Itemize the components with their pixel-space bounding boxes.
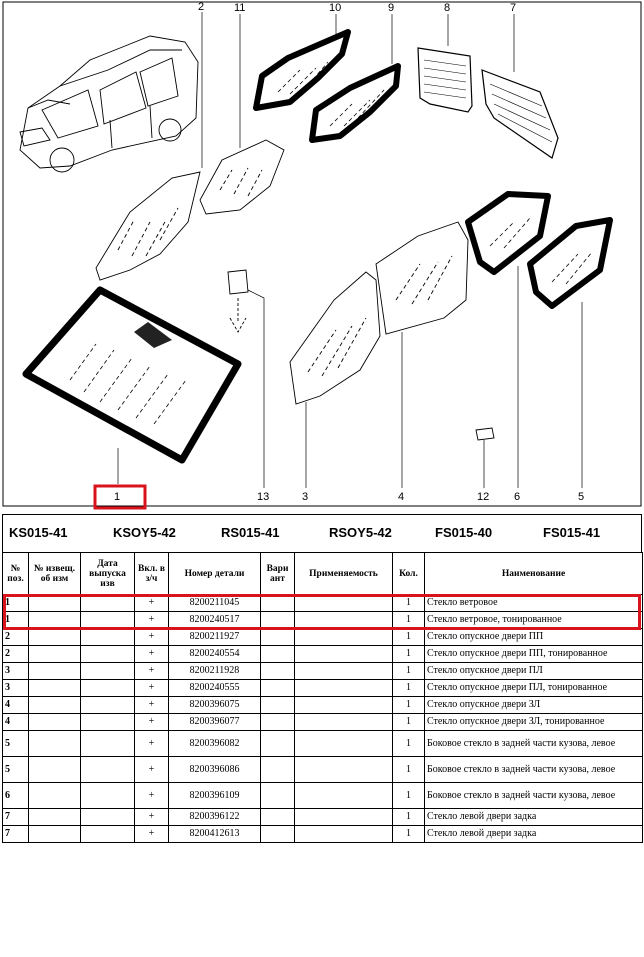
date-cell [81, 826, 135, 843]
qty-cell: 1 [393, 646, 425, 663]
included-cell: + [135, 629, 169, 646]
model-code: RSOY5-42 [329, 525, 392, 540]
table-row [3, 646, 643, 663]
table-row [3, 680, 643, 697]
qty-cell: 1 [393, 663, 425, 680]
pos: 7 [3, 809, 29, 826]
header-notice: № извещ. об изм [29, 553, 81, 595]
header-applicability: Применяемость [295, 553, 393, 595]
model-code: RS015-41 [221, 525, 280, 540]
pos: 4 [3, 697, 29, 714]
part-number-cell: 8200396075 [169, 697, 261, 714]
applicability-cell [295, 731, 393, 757]
part-number-cell: 8200240517 [169, 612, 261, 629]
header-date: Дата выпуска изв [81, 553, 135, 595]
qty-cell: 1 [393, 697, 425, 714]
car-illustration [20, 36, 198, 172]
qty-cell: 1 [393, 757, 425, 783]
date-cell [81, 809, 135, 826]
applicability-cell [295, 629, 393, 646]
qty-cell: 1 [393, 714, 425, 731]
applicability-cell [295, 757, 393, 783]
callout-5: 5 [578, 491, 585, 503]
table-row [3, 757, 643, 783]
name-cell: Стекло ветровое [425, 595, 643, 612]
header-name: Наименование [425, 553, 643, 595]
name-cell: Стекло опускное двери ПЛ, тонированное [425, 680, 643, 697]
header-pos: № поз. [3, 553, 29, 595]
callout-12: 12 [477, 491, 490, 503]
applicability-cell [295, 809, 393, 826]
pos: 3 [3, 663, 29, 680]
part-number-cell: 8200412613 [169, 826, 261, 843]
applicability-cell [295, 697, 393, 714]
callout-3: 3 [302, 491, 309, 503]
table-row [3, 809, 643, 826]
part-number-cell: 8200396082 [169, 731, 261, 757]
table-row [3, 783, 643, 809]
notice-cell [29, 826, 81, 843]
variant-cell [261, 809, 295, 826]
mirror-part-13 [228, 270, 248, 332]
model-code: KSOY5-42 [113, 525, 176, 540]
variant-cell [261, 697, 295, 714]
table-row [3, 697, 643, 714]
glass-part-7 [482, 70, 558, 158]
variant-cell [261, 731, 295, 757]
glass-part-4 [376, 222, 468, 334]
part-number-cell: 8200396109 [169, 783, 261, 809]
model-code: KS015-41 [9, 525, 68, 540]
glass-part-3 [290, 272, 380, 404]
part-number-cell: 8200211927 [169, 629, 261, 646]
included-cell: + [135, 809, 169, 826]
table-row [3, 629, 643, 646]
name-cell: Стекло левой двери задка [425, 826, 643, 843]
notice-cell [29, 809, 81, 826]
date-cell [81, 680, 135, 697]
pos: 1 [3, 612, 29, 629]
part-number-cell: 8200240555 [169, 680, 261, 697]
part-number-cell: 8200396086 [169, 757, 261, 783]
name-cell: Стекло опускное двери ПЛ [425, 663, 643, 680]
highlight-frame [3, 594, 641, 630]
notice-cell [29, 697, 81, 714]
model-code: FS015-41 [543, 525, 601, 540]
pos: 2 [3, 629, 29, 646]
date-cell [81, 629, 135, 646]
qty-cell: 1 [393, 809, 425, 826]
glass-part-2 [96, 172, 200, 280]
name-cell: Боковое стекло в задней части кузова, левое [425, 731, 643, 757]
notice-cell [29, 783, 81, 809]
header-qty: Кол. [393, 553, 425, 595]
model-code: FS015-40 [435, 525, 493, 540]
date-cell [81, 757, 135, 783]
name-cell: Стекло левой двери задка [425, 809, 643, 826]
included-cell: + [135, 595, 169, 612]
included-cell: + [135, 697, 169, 714]
notice-cell [29, 731, 81, 757]
applicability-cell [295, 714, 393, 731]
notice-cell [29, 680, 81, 697]
included-cell: + [135, 663, 169, 680]
included-cell: + [135, 680, 169, 697]
variant-cell [261, 680, 295, 697]
variant-cell [261, 714, 295, 731]
qty-cell: 1 [393, 629, 425, 646]
applicability-cell [295, 680, 393, 697]
glass-part-9 [312, 66, 398, 140]
table-row [3, 826, 643, 843]
date-cell [81, 646, 135, 663]
name-cell: Боковое стекло в задней части кузова, левое [425, 783, 643, 809]
included-cell: + [135, 714, 169, 731]
date-cell [81, 714, 135, 731]
date-cell [81, 783, 135, 809]
notice-cell [29, 663, 81, 680]
part-number-cell: 8200211928 [169, 663, 261, 680]
part-number-cell: 8200396122 [169, 809, 261, 826]
table-header-row [3, 553, 643, 595]
applicability-cell [295, 663, 393, 680]
applicability-cell [295, 646, 393, 663]
name-cell: Боковое стекло в задней части кузова, левое [425, 757, 643, 783]
qty-cell: 1 [393, 595, 425, 612]
callout-11: 11 [234, 2, 246, 14]
callout-2: 2 [198, 1, 205, 13]
pos: 5 [3, 731, 29, 757]
applicability-cell [295, 826, 393, 843]
callout-7: 7 [510, 2, 517, 14]
callout-9: 9 [388, 2, 395, 14]
included-cell: + [135, 612, 169, 629]
notice-cell [29, 757, 81, 783]
callout-8: 8 [444, 2, 451, 14]
variant-cell [261, 663, 295, 680]
included-cell: + [135, 646, 169, 663]
part-number-cell: 8200396077 [169, 714, 261, 731]
name-cell: Стекло опускное двери ЗЛ, тонированное [425, 714, 643, 731]
date-cell [81, 697, 135, 714]
variant-cell [261, 783, 295, 809]
glass-part-8 [418, 48, 472, 112]
qty-cell: 1 [393, 680, 425, 697]
name-cell: Стекло ветровое, тонированное [425, 612, 643, 629]
pos: 5 [3, 757, 29, 783]
variant-cell [261, 629, 295, 646]
table-row [3, 731, 643, 757]
variant-cell [261, 646, 295, 663]
included-cell: + [135, 731, 169, 757]
included-cell: + [135, 783, 169, 809]
pos: 4 [3, 714, 29, 731]
pos: 1 [3, 595, 29, 612]
glass-part-11 [200, 140, 284, 214]
callout-1: 1 [114, 491, 121, 503]
header-variant: Вари ант [261, 553, 295, 595]
model-codes-bar [2, 514, 642, 552]
header-included: Вкл. в з/ч [135, 553, 169, 595]
header-part-number: Номер детали [169, 553, 261, 595]
callout-13: 13 [257, 491, 270, 503]
pos: 6 [3, 783, 29, 809]
variant-cell [261, 826, 295, 843]
qty-cell: 1 [393, 612, 425, 629]
variant-cell [261, 757, 295, 783]
pos: 7 [3, 826, 29, 843]
applicability-cell [295, 783, 393, 809]
qty-cell: 1 [393, 731, 425, 757]
table-row [3, 663, 643, 680]
name-cell: Стекло опускное двери ПП [425, 629, 643, 646]
date-cell [81, 731, 135, 757]
callout-6: 6 [514, 491, 521, 503]
date-cell [81, 663, 135, 680]
callout-10: 10 [329, 2, 342, 14]
clip-part-12 [476, 428, 494, 440]
qty-cell: 1 [393, 783, 425, 809]
glass-part-1-windshield [26, 290, 238, 460]
included-cell: + [135, 757, 169, 783]
qty-cell: 1 [393, 826, 425, 843]
name-cell: Стекло опускное двери ПП, тонированное [425, 646, 643, 663]
notice-cell [29, 629, 81, 646]
pos: 2 [3, 646, 29, 663]
notice-cell [29, 714, 81, 731]
table-row [3, 714, 643, 731]
part-number-cell: 8200211045 [169, 595, 261, 612]
included-cell: + [135, 826, 169, 843]
notice-cell [29, 646, 81, 663]
part-number-cell: 8200240554 [169, 646, 261, 663]
name-cell: Стекло опускное двери ЗЛ [425, 697, 643, 714]
callout-4: 4 [398, 491, 405, 503]
pos: 3 [3, 680, 29, 697]
